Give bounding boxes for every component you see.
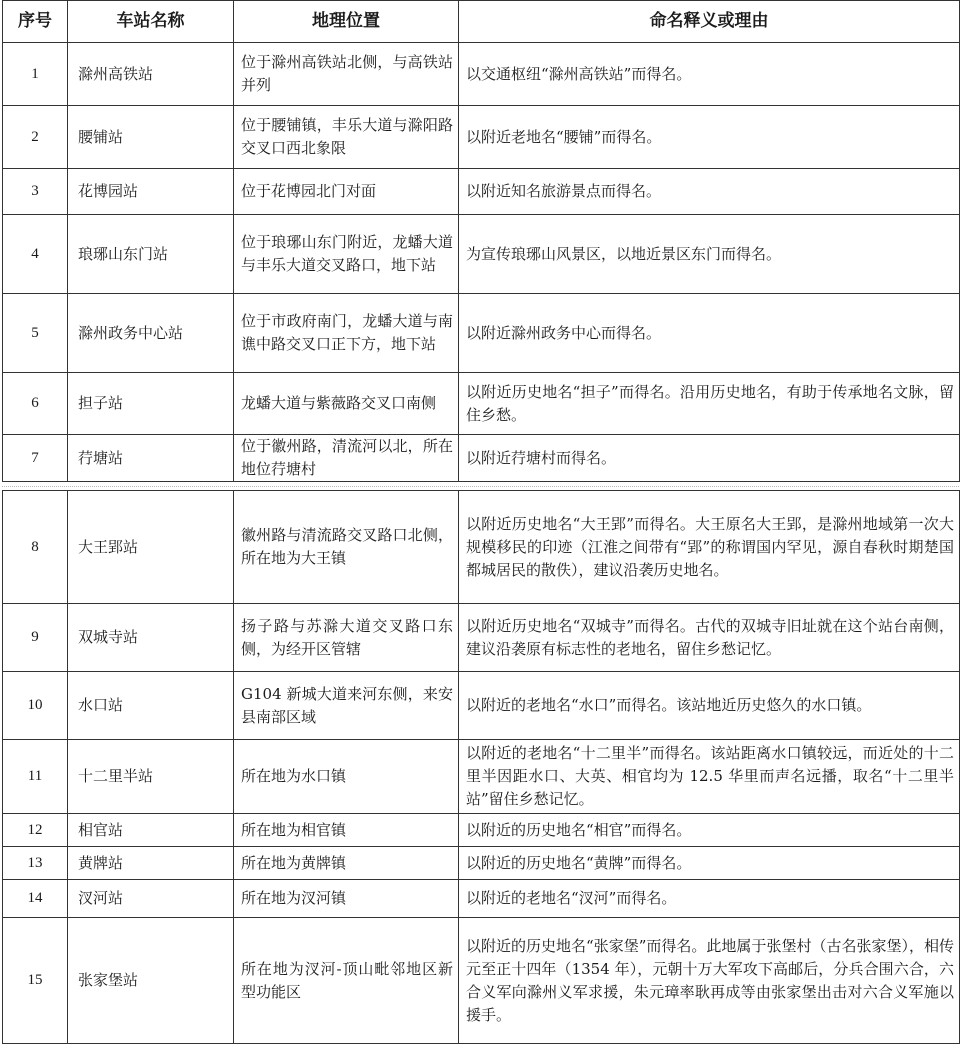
row-station-name: 水口站 bbox=[68, 672, 234, 740]
row-station-name: 花博园站 bbox=[68, 169, 234, 215]
table-row bbox=[3, 814, 960, 847]
row-meaning: 以附近的老地名“十二里半”而得名。该站距离水口镇较远，而近处的十二里半因距水口、大英、相官均为 12.5 华里而声名远播，取名“十二里半站”留住乡愁记忆。 bbox=[459, 740, 960, 814]
table-row bbox=[3, 847, 960, 880]
header-meaning: 命名释义或理由 bbox=[459, 1, 960, 43]
header-no: 序号 bbox=[3, 1, 68, 43]
row-station-name: 黄牌站 bbox=[68, 847, 234, 880]
table-row bbox=[3, 169, 960, 215]
row-station-name: 腰铺站 bbox=[68, 106, 234, 169]
row-no: 8 bbox=[3, 491, 68, 604]
row-station-name: 十二里半站 bbox=[68, 740, 234, 814]
table-row bbox=[3, 604, 960, 672]
row-meaning: 以附近滁州政务中心而得名。 bbox=[459, 294, 960, 373]
page-break-divider bbox=[2, 486, 959, 487]
row-location: 位于滁州高铁站北侧，与高铁站并列 bbox=[234, 43, 459, 106]
row-meaning: 为宣传琅琊山风景区，以地近景区东门而得名。 bbox=[459, 215, 960, 294]
row-meaning: 以附近老地名“腰铺”而得名。 bbox=[459, 106, 960, 169]
table-row bbox=[3, 740, 960, 814]
table-row bbox=[3, 918, 960, 1044]
row-meaning: 以附近知名旅游景点而得名。 bbox=[459, 169, 960, 215]
row-meaning: 以附近荇塘村而得名。 bbox=[459, 435, 960, 482]
row-no: 6 bbox=[3, 373, 68, 435]
table-row bbox=[3, 373, 960, 435]
row-location: 所在地为相官镇 bbox=[234, 814, 459, 847]
row-location: 所在地为汊河-顶山毗邻地区新型功能区 bbox=[234, 918, 459, 1044]
row-station-name: 荇塘站 bbox=[68, 435, 234, 482]
row-no: 7 bbox=[3, 435, 68, 482]
row-meaning: 以附近的历史地名“黄牌”而得名。 bbox=[459, 847, 960, 880]
row-no: 10 bbox=[3, 672, 68, 740]
table-row bbox=[3, 294, 960, 373]
row-location: 扬子路与苏滁大道交叉路口东侧，为经开区管辖 bbox=[234, 604, 459, 672]
header-location: 地理位置 bbox=[234, 1, 459, 43]
station-naming-table-part-1 bbox=[2, 0, 960, 482]
row-location: 位于腰铺镇，丰乐大道与滁阳路交叉口西北象限 bbox=[234, 106, 459, 169]
row-meaning: 以交通枢纽“滁州高铁站”而得名。 bbox=[459, 43, 960, 106]
row-location: G104 新城大道来河东侧，来安县南部区域 bbox=[234, 672, 459, 740]
row-no: 11 bbox=[3, 740, 68, 814]
row-no: 1 bbox=[3, 43, 68, 106]
row-meaning: 以附近的老地名“水口”而得名。该站地近历史悠久的水口镇。 bbox=[459, 672, 960, 740]
row-no: 13 bbox=[3, 847, 68, 880]
row-meaning: 以附近的历史地名“相官”而得名。 bbox=[459, 814, 960, 847]
row-location: 所在地为汊河镇 bbox=[234, 880, 459, 918]
row-no: 9 bbox=[3, 604, 68, 672]
table-row bbox=[3, 880, 960, 918]
row-location: 位于市政府南门，龙蟠大道与南谯中路交叉口正下方，地下站 bbox=[234, 294, 459, 373]
row-location: 位于琅琊山东门附近，龙蟠大道与丰乐大道交叉路口，地下站 bbox=[234, 215, 459, 294]
row-no: 5 bbox=[3, 294, 68, 373]
row-location: 所在地为黄牌镇 bbox=[234, 847, 459, 880]
row-location: 所在地为水口镇 bbox=[234, 740, 459, 814]
row-meaning: 以附近历史地名“大王郢”而得名。大王原名大王郢，是滁州地域第一次大规模移民的印迹（江淮之间带有“郢”的称谓国内罕见，源自春秋时期楚国都城居民的散佚），建议沿袭历史地名。 bbox=[459, 491, 960, 604]
row-station-name: 琅琊山东门站 bbox=[68, 215, 234, 294]
row-no: 4 bbox=[3, 215, 68, 294]
table-row bbox=[3, 43, 960, 106]
row-station-name: 相官站 bbox=[68, 814, 234, 847]
table-row bbox=[3, 106, 960, 169]
table-row bbox=[3, 215, 960, 294]
header-station-name: 车站名称 bbox=[68, 1, 234, 43]
row-location: 龙蟠大道与紫薇路交叉口南侧 bbox=[234, 373, 459, 435]
row-station-name: 双城寺站 bbox=[68, 604, 234, 672]
row-station-name: 滁州政务中心站 bbox=[68, 294, 234, 373]
row-meaning: 以附近历史地名“担子”而得名。沿用历史地名，有助于传承地名文脉，留住乡愁。 bbox=[459, 373, 960, 435]
row-location: 位于徽州路，清流河以北，所在地位荇塘村 bbox=[234, 435, 459, 482]
row-station-name: 担子站 bbox=[68, 373, 234, 435]
row-no: 15 bbox=[3, 918, 68, 1044]
row-no: 12 bbox=[3, 814, 68, 847]
row-no: 3 bbox=[3, 169, 68, 215]
station-naming-table-part-2 bbox=[2, 490, 960, 1044]
row-no: 14 bbox=[3, 880, 68, 918]
row-meaning: 以附近的历史地名“张家堡”而得名。此地属于张堡村（古名张家堡），相传元至正十四年（1354 年），元朝十万大军攻下高邮后，分兵合围六合，六合义军向滁州义军求援，朱元璋率耿再成等由张家堡出击对六合义军施以援手。 bbox=[459, 918, 960, 1044]
row-meaning: 以附近的老地名“汊河”而得名。 bbox=[459, 880, 960, 918]
header-row bbox=[3, 1, 960, 43]
row-location: 位于花博园北门对面 bbox=[234, 169, 459, 215]
row-no: 2 bbox=[3, 106, 68, 169]
row-meaning: 以附近历史地名“双城寺”而得名。古代的双城寺旧址就在这个站台南侧，建议沿袭原有标志性的老地名，留住乡愁记忆。 bbox=[459, 604, 960, 672]
row-station-name: 张家堡站 bbox=[68, 918, 234, 1044]
row-station-name: 大王郢站 bbox=[68, 491, 234, 604]
row-location: 徽州路与清流路交叉路口北侧，所在地为大王镇 bbox=[234, 491, 459, 604]
table-row bbox=[3, 435, 960, 482]
row-station-name: 滁州高铁站 bbox=[68, 43, 234, 106]
table-row bbox=[3, 672, 960, 740]
row-station-name: 汊河站 bbox=[68, 880, 234, 918]
table-row bbox=[3, 491, 960, 604]
